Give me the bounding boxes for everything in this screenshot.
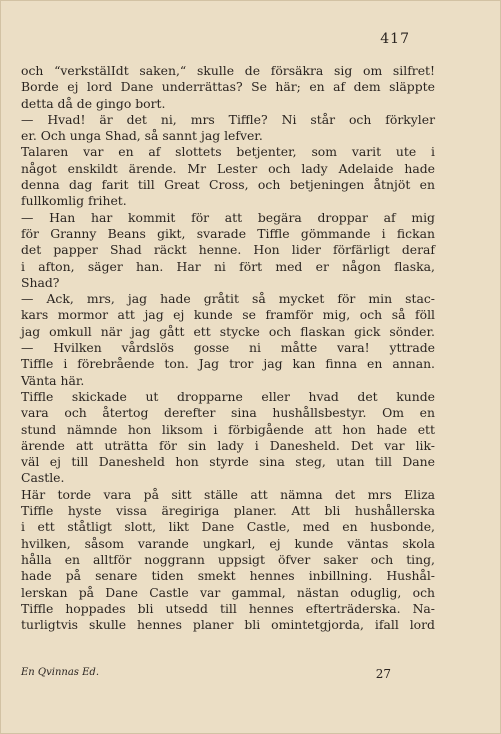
- text-line: Tiffle hyste vissa äregiriga planer. Att bli hushållerska: [21, 503, 435, 519]
- footer-sheet-number: 27: [375, 667, 391, 681]
- body-text: [21, 63, 435, 633]
- text-line: väl ej till Danesheld hon styrde sina steg, utan till Dane: [21, 454, 435, 470]
- page-number: 417: [380, 31, 410, 47]
- text-line: Talaren var en af slottets betjenter, som varit ute i: [21, 144, 435, 160]
- text-line: ärende att uträtta för sin lady i Danesheld. Det var lik-: [21, 437, 435, 453]
- text-line: det papper Shad räckt henne. Hon lider förfärligt deraf: [21, 242, 435, 258]
- text-line: Vänta här.: [21, 372, 85, 388]
- text-line: hade på senare tiden smekt hennes inbillning. Hushål-: [21, 568, 435, 584]
- text-line: Borde ej lord Dane underrättas? Se här; en af dem släppte: [21, 79, 435, 95]
- text-line: hålla en alltför noggrann uppsigt öfver saker och ting,: [21, 551, 435, 567]
- text-line: denna dag farit till Great Cross, och betjeningen åtnjöt en: [21, 177, 435, 193]
- text-line: lerskan på Dane Castle var gammal, nästan oduglig, och: [21, 584, 435, 600]
- text-line: Här torde vara på sitt ställe att nämna det mrs Eliza: [21, 486, 435, 502]
- text-line: hvilken, såsom varande ungkarl, ej kunde väntas skola: [21, 535, 435, 551]
- text-line: er. Och unga Shad, så sannt jag lefver.: [21, 128, 263, 144]
- text-line: Castle.: [21, 470, 65, 486]
- text-line: Tiffle skickade ut dropparne eller hvad det kunde: [21, 388, 435, 404]
- text-line: — Hvad! är det ni, mrs Tiffle? Ni står och förkyler: [21, 111, 435, 127]
- text-line: kars mormor att jag ej kunde se framför mig, och så föll: [21, 307, 435, 323]
- text-line: jag omkull när jag gått ett stycke och flaskan gick sönder.: [21, 323, 435, 339]
- text-line: och “verkstälIdt saken,“ skulle de försäkra sig om silfret!: [21, 63, 435, 78]
- footer-signature-mark: En Qvinnas Ed.: [21, 667, 99, 678]
- text-line: turligtvis skulle hennes planer bli omintetgjorda, ifall lord: [21, 617, 435, 633]
- text-line: stund nämnde hon liksom i förbigående att hon hade ett: [21, 421, 435, 437]
- text-line: Tiffle hoppades bli utsedd till hennes efterträderska. Na-: [21, 600, 435, 616]
- text-line: Tiffle i förebrående ton. Jag tror jag kan finna en annan.: [21, 356, 435, 372]
- text-line: fullkomlig frihet.: [21, 193, 127, 209]
- text-line: — Han har kommit för att begära droppar af mig: [21, 209, 435, 225]
- text-line: i ett ståtligt slott, likt Dane Castle, med en husbonde,: [21, 519, 435, 535]
- text-line: Shad?: [21, 274, 60, 290]
- text-line: i afton, säger han. Har ni fört med er någon flaska,: [21, 258, 435, 274]
- text-line: — Hvilken vårdslös gosse ni måtte vara! yttrade: [21, 340, 435, 356]
- text-line: — Ack, mrs, jag hade gråtit så mycket för min stac-: [21, 291, 435, 307]
- text-line: detta då de gingo bort.: [21, 95, 166, 111]
- text-line: för Granny Beans gikt, svarade Tiffle gömmande i fickan: [21, 225, 435, 241]
- text-line: vara och återtog derefter sina hushållsbestyr. Om en: [21, 405, 435, 421]
- text-line: något enskildt ärende. Mr Lester och lady Adelaide hade: [21, 160, 435, 176]
